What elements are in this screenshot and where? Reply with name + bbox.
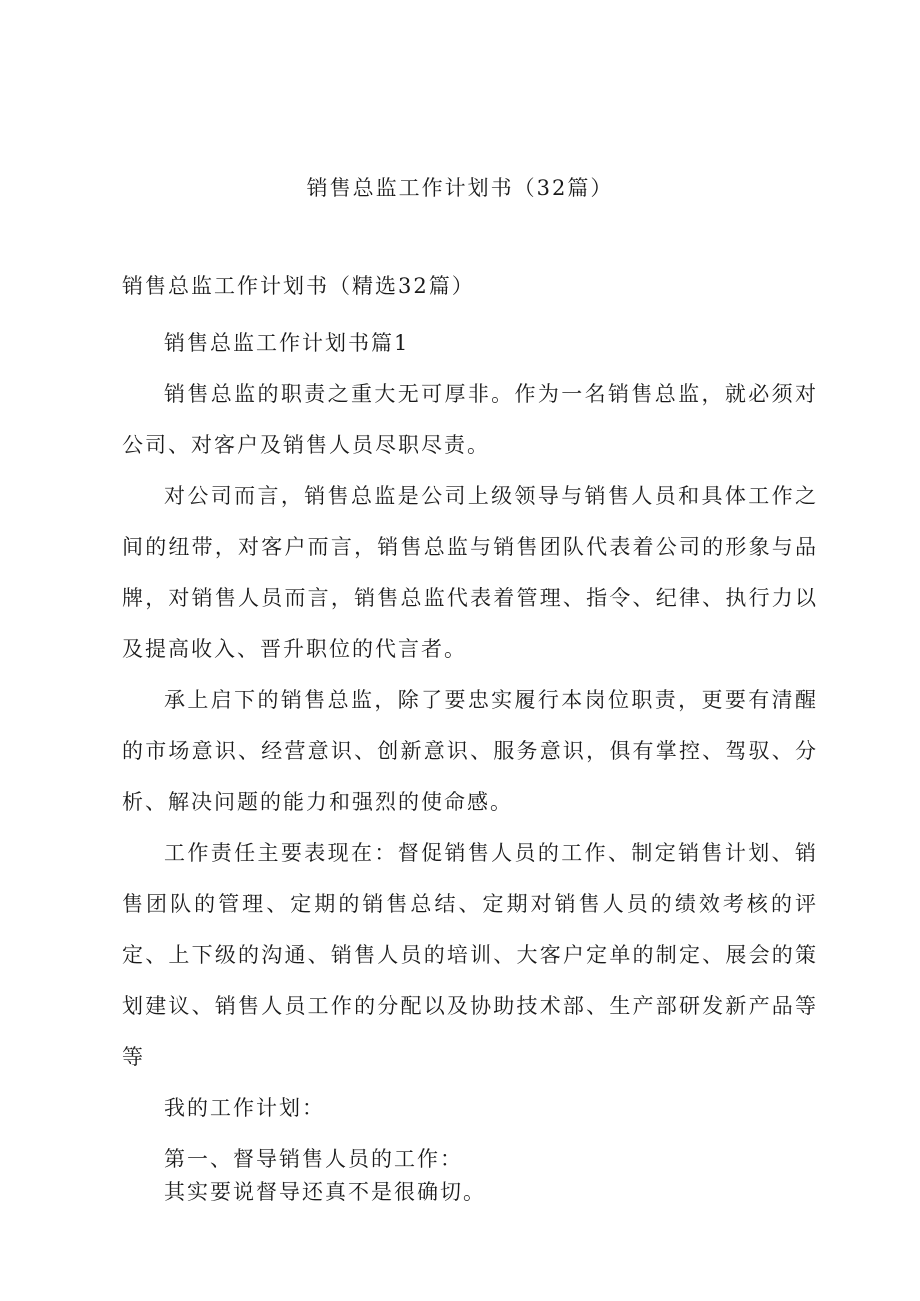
document-title: 销售总监工作计划书（32篇）	[306, 176, 614, 200]
paragraph: 我的工作计划：	[164, 1096, 325, 1120]
document-body	[122, 318, 818, 1209]
paragraph: 工作责任主要表现在：督促销售人员的工作、制定销售计划、销售团队的管理、定期的销售总结、定期对销售人员的绩效考核的评定、上下级的沟通、销售人员的培训、大客户定单的制定、展会的策划建议、销售人员工作的分配以及协助技术部、生产部研发新产品等等	[122, 841, 818, 1069]
paragraph: 其实要说督导还真不是很确切。	[164, 1180, 486, 1204]
paragraph: 承上启下的销售总监，除了要忠实履行本岗位职责，更要有清醒的市场意识、经营意识、创新意识、服务意识，俱有掌控、驾驭、分析、解决问题的能力和强烈的使命感。	[122, 688, 818, 814]
document-subtitle: 销售总监工作计划书（精选32篇）	[122, 274, 475, 298]
paragraph: 对公司而言，销售总监是公司上级领导与销售人员和具体工作之间的纽带，对客户而言，销售总监与销售团队代表着公司的形象与品牌，对销售人员而言，销售总监代表着管理、指令、纪律、执行力以及提高收入、晋升职位的代言者。	[122, 484, 818, 661]
paragraph: 销售总监的职责之重大无可厚非。作为一名销售总监，就必须对公司、对客户及销售人员尽职尽责。	[122, 382, 818, 457]
list-heading: 第一、督导销售人员的工作：	[164, 1147, 463, 1171]
section-heading: 销售总监工作计划书篇1	[164, 331, 410, 355]
